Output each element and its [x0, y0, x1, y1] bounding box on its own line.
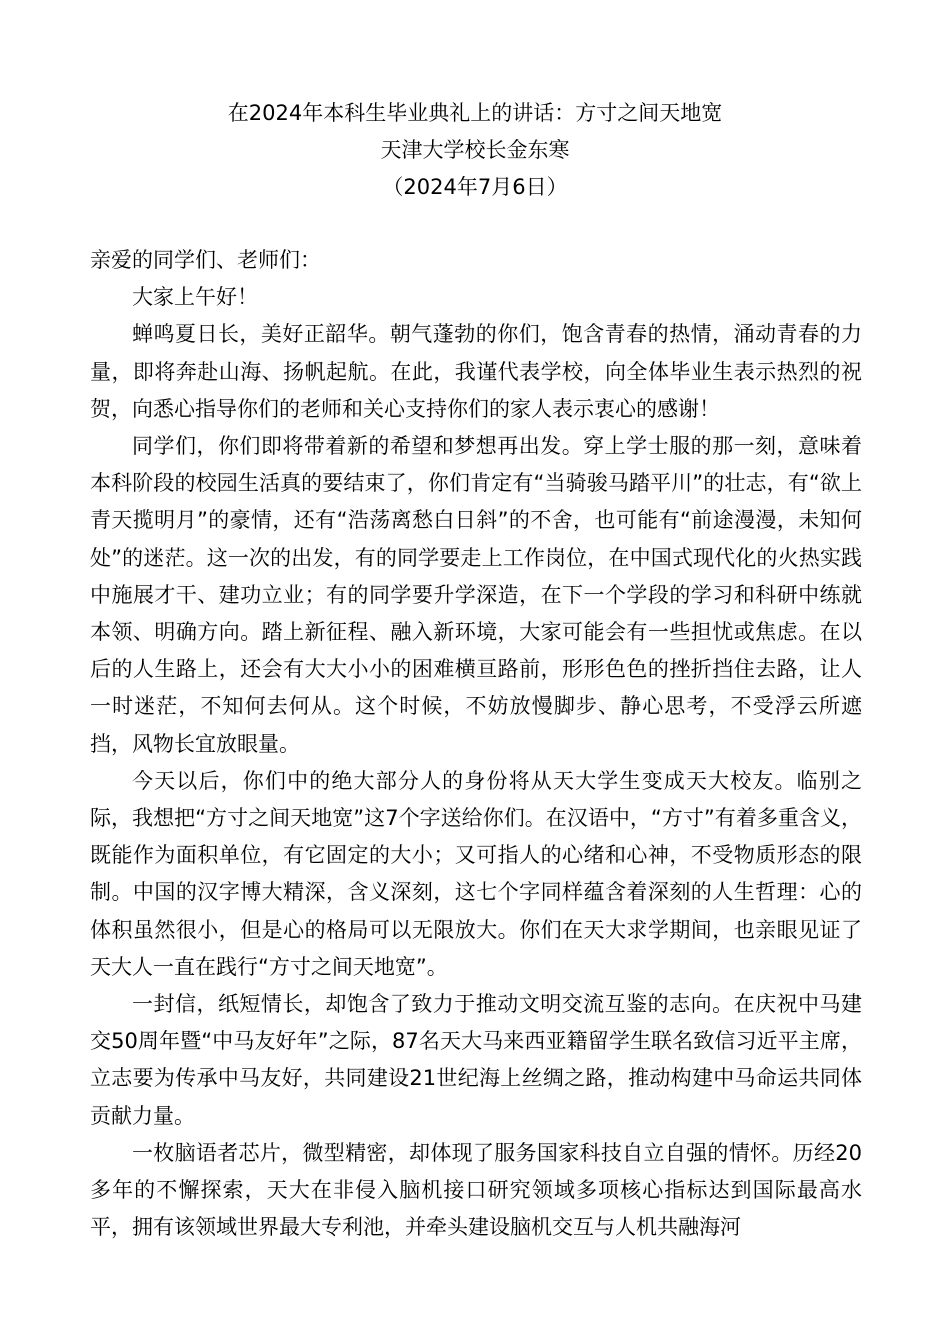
speech-title: 在2024年本科生毕业典礼上的讲话：方寸之间天地宽: [227, 101, 723, 125]
speech-body: [90, 242, 862, 1246]
speaker-name: 天津大学校长金东寒: [380, 138, 570, 162]
paragraph-new-journey: 同学们，你们即将带着新的希望和梦想再出发。穿上学士服的那一刻，意味着本科阶段的校园生活真的要结束了，你们肯定有“当骑骏马踏平川”的壮志，有“欲上青天揽明月”的豪情，还有“浩荡离愁白日斜”的不舍，也可能有“前途漫漫，未知何处”的迷茫。这一次的出发，有的同学要走上工作岗位，在中国式现代化的火热实践中施展才干、建功立业；有的同学要升学深造，在下一个学段的学习和科研中练就本领、明确方向。踏上新征程、融入新环境，大家可能会有一些担忧或焦虑。在以后的人生路上，还会有大大小小的困难横亘路前，形形色色的挫折挡住去路，让人一时迷茫，不知何去何从。这个时候，不妨放慢脚步、静心思考，不受浮云所遮挡，风物长宜放眼量。: [90, 434, 862, 756]
salutation: 亲爱的同学们、老师们：: [90, 248, 321, 272]
paragraph-greeting: 大家上午好！: [132, 285, 258, 310]
paragraph-chip: 一枚脑语者芯片，微型精密，却体现了服务国家科技自立自强的情怀。历经20多年的不懈探索，天大在非侵入脑机接口研究领域多项核心指标达到国际最高水平，拥有该领域世界最大专利池，并牵头建设脑机交互与人机共融海河: [90, 1140, 862, 1240]
paragraph-opening: 蝉鸣夏日长，美好正韶华。朝气蓬勃的你们，饱含青春的热情，涌动青春的力量，即将奔赴山海、扬帆起航。在此，我谨代表学校，向全体毕业生表示热烈的祝贺，向悉心指导你们的老师和关心支持你们的家人表示衷心的感谢！: [90, 322, 862, 421]
document-header: [90, 95, 860, 206]
speech-date: （2024年7月6日）: [382, 175, 568, 199]
paragraph-seven-characters: 今天以后，你们中的绝大部分人的身份将从天大学生变成天大校友。临别之际，我想把“方寸之间天地宽”这7个字送给你们。在汉语中，“方寸”有着多重含义，既能作为面积单位，有它固定的大小；又可指人的心绪和心神，不受物质形态的限制。中国的汉字博大精深，含义深刻，这七个字同样蕴含着深刻的人生哲理：心的体积虽然很小，但是心的格局可以无限放大。你们在天大求学期间，也亲眼见证了天大人一直在践行“方寸之间天地宽”。: [90, 768, 862, 979]
paragraph-letter: 一封信，纸短情长，却饱含了致力于推动文明交流互鉴的志向。在庆祝中马建交50周年暨“中马友好年”之际，87名天大马来西亚籍留学生联名致信习近平主席，立志要为传承中马友好，共同建设21世纪海上丝绸之路，推动构建中马命运共同体贡献力量。: [90, 992, 862, 1128]
